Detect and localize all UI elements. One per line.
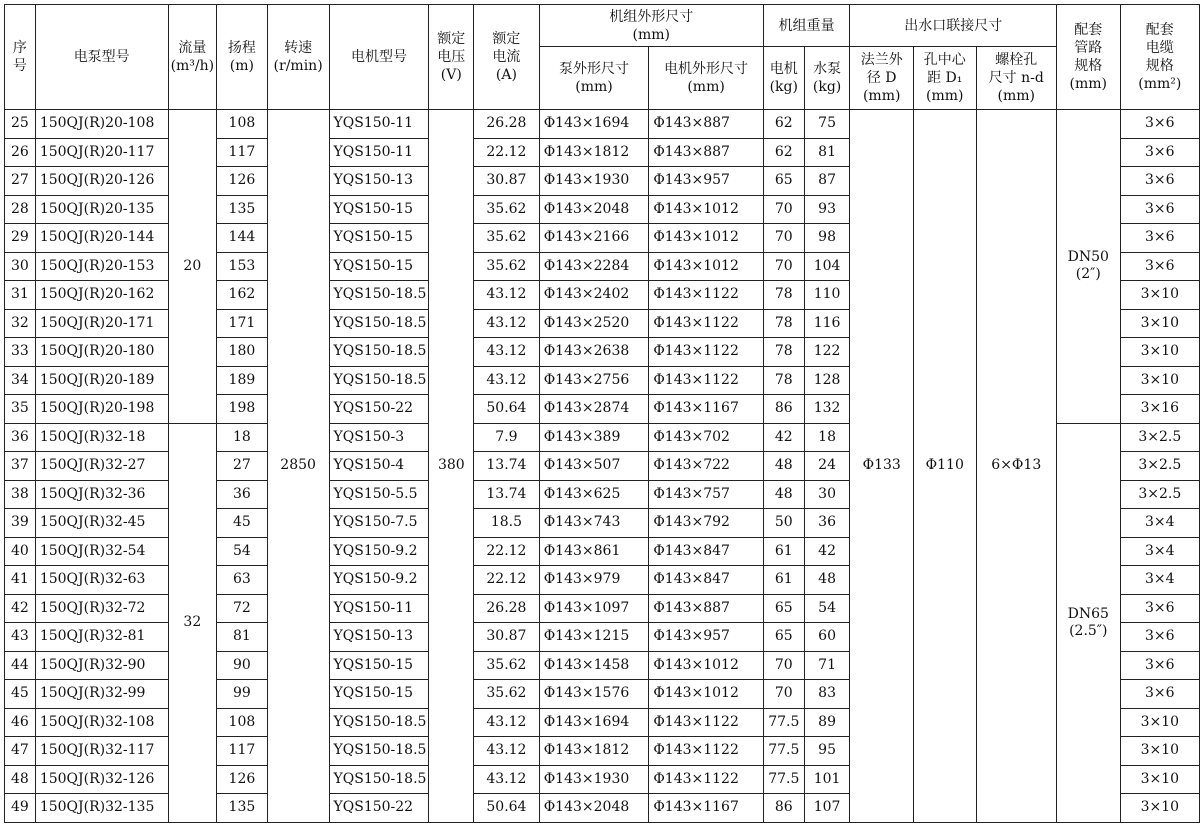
table-body: [5, 110, 1200, 823]
cell-cable: 3×2.5: [1120, 423, 1199, 452]
cell-motor-model: YQS150-15: [329, 195, 429, 224]
cell-model: 150QJ(R)20-135: [35, 195, 168, 224]
cell-model: 150QJ(R)20-117: [35, 138, 168, 167]
cell-motor-dims: Φ143×847: [649, 537, 764, 566]
cell-head: 81: [217, 623, 268, 652]
cell-cable: 3×10: [1120, 309, 1199, 338]
cell-pump-weight: 104: [804, 252, 850, 281]
header-motor-dims: 电机外形尺寸 (mm): [649, 47, 764, 110]
cell-head: 180: [217, 338, 268, 367]
cell-model: 150QJ(R)20-108: [35, 110, 168, 139]
cell-cable: 3×2.5: [1120, 452, 1199, 481]
cell-cable: 3×10: [1120, 366, 1199, 395]
cell-head: 45: [217, 509, 268, 538]
cell-head: 36: [217, 480, 268, 509]
cell-cable: 3×6: [1120, 195, 1199, 224]
cell-seq: 27: [5, 167, 36, 196]
cell-motor-model: YQS150-15: [329, 651, 429, 680]
pump-spec-table: [4, 4, 1200, 823]
cell-motor-weight: 86: [763, 395, 804, 424]
cell-motor-weight: 77.5: [763, 765, 804, 794]
cell-motor-weight: 61: [763, 566, 804, 595]
cell-current: 35.62: [474, 252, 540, 281]
cell-seq: 48: [5, 765, 36, 794]
cell-pump-weight: 101: [804, 765, 850, 794]
cell-cable: 3×6: [1120, 167, 1199, 196]
cell-current: 30.87: [474, 167, 540, 196]
cell-cable: 3×6: [1120, 252, 1199, 281]
cell-motor-model: YQS150-9.2: [329, 566, 429, 595]
cell-motor-dims: Φ143×1122: [649, 366, 764, 395]
cell-motor-model: YQS150-18.5: [329, 708, 429, 737]
cell-head: 27: [217, 452, 268, 481]
cell-motor-weight: 78: [763, 366, 804, 395]
cell-head: 108: [217, 708, 268, 737]
header-dims-group: 机组外形尺寸 (mm): [539, 5, 763, 47]
cell-motor-weight: 70: [763, 195, 804, 224]
cell-pump-weight: 42: [804, 537, 850, 566]
cell-current: 50.64: [474, 395, 540, 424]
cell-pump-dims: Φ143×1694: [539, 708, 649, 737]
cell-current: 13.74: [474, 452, 540, 481]
cell-head: 126: [217, 765, 268, 794]
cell-model: 150QJ(R)20-162: [35, 281, 168, 310]
cell-cable: 3×4: [1120, 537, 1199, 566]
cell-seq: 34: [5, 366, 36, 395]
cell-cable: 3×10: [1120, 708, 1199, 737]
cell-head: 90: [217, 651, 268, 680]
cell-motor-weight: 70: [763, 680, 804, 709]
cell-seq: 26: [5, 138, 36, 167]
cell-model: 150QJ(R)32-45: [35, 509, 168, 538]
header-model: 电泵型号: [35, 5, 168, 110]
cell-head: 54: [217, 537, 268, 566]
header-motor-weight: 电机 (kg): [763, 47, 804, 110]
cell-cable: 3×4: [1120, 509, 1199, 538]
cell-pump-dims: Φ143×1097: [539, 594, 649, 623]
cell-pipe-dn65: DN65 (2.5″): [1056, 423, 1120, 822]
header-pump-weight: 水泵 (kg): [804, 47, 850, 110]
cell-pump-weight: 95: [804, 737, 850, 766]
cell-pump-dims: Φ143×1576: [539, 680, 649, 709]
cell-motor-dims: Φ143×1122: [649, 338, 764, 367]
cell-head: 117: [217, 138, 268, 167]
cell-pump-weight: 122: [804, 338, 850, 367]
cell-pump-weight: 36: [804, 509, 850, 538]
cell-motor-weight: 70: [763, 252, 804, 281]
cell-motor-dims: Φ143×887: [649, 138, 764, 167]
cell-motor-model: YQS150-13: [329, 623, 429, 652]
cell-pump-dims: Φ143×2756: [539, 366, 649, 395]
cell-pump-dims: Φ143×2520: [539, 309, 649, 338]
cell-motor-weight: 77.5: [763, 708, 804, 737]
cell-current: 35.62: [474, 651, 540, 680]
cell-current: 26.28: [474, 110, 540, 139]
cell-cable: 3×6: [1120, 110, 1199, 139]
header-outlet-group: 出水口联接尺寸: [850, 5, 1057, 47]
cell-head: 117: [217, 737, 268, 766]
cell-pump-dims: Φ143×389: [539, 423, 649, 452]
cell-current: 43.12: [474, 737, 540, 766]
cell-pump-weight: 60: [804, 623, 850, 652]
cell-head: 162: [217, 281, 268, 310]
cell-motor-model: YQS150-13: [329, 167, 429, 196]
cell-motor-model: YQS150-7.5: [329, 509, 429, 538]
header-flange: 法兰外 径 D (mm): [850, 47, 914, 110]
cell-motor-weight: 62: [763, 138, 804, 167]
cell-seq: 32: [5, 309, 36, 338]
header-pipe: 配套 管路 规格 (mm): [1056, 5, 1120, 110]
cell-pump-weight: 98: [804, 224, 850, 253]
cell-cable: 3×10: [1120, 338, 1199, 367]
cell-pump-weight: 116: [804, 309, 850, 338]
cell-motor-model: YQS150-11: [329, 138, 429, 167]
table-header: [5, 5, 1200, 110]
cell-seq: 29: [5, 224, 36, 253]
cell-head: 189: [217, 366, 268, 395]
cell-motor-dims: Φ143×1012: [649, 680, 764, 709]
cell-pipe-dn50: DN50 (2″): [1056, 110, 1120, 424]
cell-motor-dims: Φ143×957: [649, 623, 764, 652]
cell-model: 150QJ(R)20-189: [35, 366, 168, 395]
cell-motor-dims: Φ143×702: [649, 423, 764, 452]
cell-motor-weight: 50: [763, 509, 804, 538]
cell-model: 150QJ(R)32-99: [35, 680, 168, 709]
cell-motor-model: YQS150-11: [329, 594, 429, 623]
cell-motor-model: YQS150-15: [329, 680, 429, 709]
cell-seq: 46: [5, 708, 36, 737]
cell-pump-weight: 93: [804, 195, 850, 224]
cell-pump-dims: Φ143×2166: [539, 224, 649, 253]
cell-current: 22.12: [474, 566, 540, 595]
cell-head: 171: [217, 309, 268, 338]
cell-seq: 41: [5, 566, 36, 595]
cell-motor-weight: 65: [763, 594, 804, 623]
header-head: 扬程 (m): [217, 5, 268, 110]
cell-current: 43.12: [474, 765, 540, 794]
cell-pump-dims: Φ143×2874: [539, 395, 649, 424]
cell-current: 43.12: [474, 708, 540, 737]
cell-pump-weight: 81: [804, 138, 850, 167]
cell-cable: 3×10: [1120, 765, 1199, 794]
cell-pump-weight: 18: [804, 423, 850, 452]
cell-motor-model: YQS150-9.2: [329, 537, 429, 566]
cell-pump-weight: 71: [804, 651, 850, 680]
cell-bolt: 6×Φ13: [976, 110, 1056, 823]
cell-head: 153: [217, 252, 268, 281]
cell-motor-model: YQS150-22: [329, 794, 429, 823]
cell-current: 35.62: [474, 224, 540, 253]
cell-motor-model: YQS150-15: [329, 224, 429, 253]
cell-motor-dims: Φ143×847: [649, 566, 764, 595]
cell-motor-weight: 48: [763, 480, 804, 509]
cell-pump-dims: Φ143×2284: [539, 252, 649, 281]
cell-seq: 49: [5, 794, 36, 823]
cell-motor-dims: Φ143×1122: [649, 309, 764, 338]
cell-pump-dims: Φ143×507: [539, 452, 649, 481]
cell-cable: 3×10: [1120, 737, 1199, 766]
cell-current: 43.12: [474, 338, 540, 367]
cell-current: 22.12: [474, 537, 540, 566]
table-row: [5, 110, 1200, 139]
cell-motor-dims: Φ143×1122: [649, 708, 764, 737]
cell-model: 150QJ(R)20-144: [35, 224, 168, 253]
cell-seq: 35: [5, 395, 36, 424]
cell-motor-weight: 77.5: [763, 737, 804, 766]
cell-pump-dims: Φ143×1812: [539, 138, 649, 167]
cell-motor-dims: Φ143×1012: [649, 195, 764, 224]
cell-pump-weight: 30: [804, 480, 850, 509]
cell-pump-dims: Φ143×1458: [539, 651, 649, 680]
cell-pump-dims: Φ143×2402: [539, 281, 649, 310]
cell-flow-32: 32: [168, 423, 217, 822]
cell-pump-weight: 87: [804, 167, 850, 196]
cell-seq: 44: [5, 651, 36, 680]
cell-pump-weight: 83: [804, 680, 850, 709]
cell-motor-weight: 62: [763, 110, 804, 139]
cell-pump-dims: Φ143×979: [539, 566, 649, 595]
cell-motor-model: YQS150-4: [329, 452, 429, 481]
cell-pump-dims: Φ143×1215: [539, 623, 649, 652]
cell-motor-weight: 86: [763, 794, 804, 823]
cell-head: 63: [217, 566, 268, 595]
cell-pump-dims: Φ143×625: [539, 480, 649, 509]
cell-cable: 3×4: [1120, 566, 1199, 595]
cell-model: 150QJ(R)32-27: [35, 452, 168, 481]
cell-pump-dims: Φ143×1930: [539, 765, 649, 794]
spec-table-container: [4, 4, 1200, 823]
cell-current: 43.12: [474, 309, 540, 338]
cell-speed: 2850: [267, 110, 329, 823]
header-speed: 转速 (r/min): [267, 5, 329, 110]
cell-pump-dims: Φ143×861: [539, 537, 649, 566]
cell-seq: 40: [5, 537, 36, 566]
cell-pump-weight: 48: [804, 566, 850, 595]
cell-model: 150QJ(R)32-81: [35, 623, 168, 652]
header-motor-model: 电机型号: [329, 5, 429, 110]
cell-motor-model: YQS150-18.5: [329, 366, 429, 395]
cell-voltage: 380: [429, 110, 474, 823]
cell-motor-model: YQS150-18.5: [329, 281, 429, 310]
cell-model: 150QJ(R)32-18: [35, 423, 168, 452]
cell-motor-weight: 61: [763, 537, 804, 566]
cell-motor-dims: Φ143×887: [649, 594, 764, 623]
cell-current: 18.5: [474, 509, 540, 538]
cell-motor-dims: Φ143×757: [649, 480, 764, 509]
cell-model: 150QJ(R)32-135: [35, 794, 168, 823]
cell-head: 126: [217, 167, 268, 196]
cell-flange: Φ133: [850, 110, 914, 823]
cell-pump-dims: Φ143×1812: [539, 737, 649, 766]
cell-motor-dims: Φ143×1122: [649, 281, 764, 310]
cell-motor-dims: Φ143×1012: [649, 224, 764, 253]
header-cable: 配套 电缆 规格 (mm²): [1120, 5, 1199, 110]
header-voltage: 额定 电压 (V): [429, 5, 474, 110]
cell-head: 144: [217, 224, 268, 253]
cell-head: 108: [217, 110, 268, 139]
cell-current: 35.62: [474, 195, 540, 224]
cell-pump-weight: 110: [804, 281, 850, 310]
cell-pump-weight: 75: [804, 110, 850, 139]
cell-head: 99: [217, 680, 268, 709]
cell-pump-dims: Φ143×1930: [539, 167, 649, 196]
cell-head: 135: [217, 195, 268, 224]
cell-seq: 30: [5, 252, 36, 281]
cell-motor-dims: Φ143×1012: [649, 651, 764, 680]
cell-cable: 3×6: [1120, 138, 1199, 167]
cell-motor-model: YQS150-11: [329, 110, 429, 139]
cell-motor-model: YQS150-18.5: [329, 309, 429, 338]
header-flow: 流量 (m³/h): [168, 5, 217, 110]
cell-current: 50.64: [474, 794, 540, 823]
header-seq: 序 号: [5, 5, 36, 110]
cell-cable: 3×10: [1120, 281, 1199, 310]
cell-cable: 3×10: [1120, 794, 1199, 823]
cell-pump-dims: Φ143×2048: [539, 794, 649, 823]
cell-motor-weight: 78: [763, 309, 804, 338]
cell-seq: 45: [5, 680, 36, 709]
cell-seq: 37: [5, 452, 36, 481]
cell-current: 43.12: [474, 281, 540, 310]
cell-pump-weight: 107: [804, 794, 850, 823]
cell-model: 150QJ(R)20-126: [35, 167, 168, 196]
cell-pump-dims: Φ143×1694: [539, 110, 649, 139]
cell-model: 150QJ(R)20-198: [35, 395, 168, 424]
cell-motor-model: YQS150-18.5: [329, 737, 429, 766]
cell-seq: 36: [5, 423, 36, 452]
cell-head: 18: [217, 423, 268, 452]
cell-cable: 3×6: [1120, 224, 1199, 253]
cell-model: 150QJ(R)32-72: [35, 594, 168, 623]
cell-current: 35.62: [474, 680, 540, 709]
cell-motor-dims: Φ143×1167: [649, 395, 764, 424]
cell-motor-model: YQS150-3: [329, 423, 429, 452]
cell-model: 150QJ(R)20-171: [35, 309, 168, 338]
cell-model: 150QJ(R)32-63: [35, 566, 168, 595]
cell-current: 7.9: [474, 423, 540, 452]
cell-motor-dims: Φ143×887: [649, 110, 764, 139]
cell-motor-weight: 65: [763, 167, 804, 196]
cell-motor-dims: Φ143×957: [649, 167, 764, 196]
cell-hole-center: Φ110: [913, 110, 976, 823]
cell-head: 198: [217, 395, 268, 424]
cell-motor-dims: Φ143×1167: [649, 794, 764, 823]
header-bolt: 螺栓孔 尺寸 n-d (mm): [976, 47, 1056, 110]
cell-motor-weight: 78: [763, 338, 804, 367]
header-hole-center: 孔中心 距 D₁ (mm): [913, 47, 976, 110]
cell-pump-dims: Φ143×743: [539, 509, 649, 538]
cell-current: 13.74: [474, 480, 540, 509]
cell-model: 150QJ(R)20-180: [35, 338, 168, 367]
cell-seq: 33: [5, 338, 36, 367]
cell-pump-weight: 24: [804, 452, 850, 481]
cell-motor-weight: 70: [763, 651, 804, 680]
cell-seq: 25: [5, 110, 36, 139]
cell-model: 150QJ(R)32-36: [35, 480, 168, 509]
cell-motor-model: YQS150-22: [329, 395, 429, 424]
cell-pump-weight: 128: [804, 366, 850, 395]
cell-head: 72: [217, 594, 268, 623]
cell-current: 26.28: [474, 594, 540, 623]
header-pump-dims: 泵外形尺寸 (mm): [539, 47, 649, 110]
cell-cable: 3×6: [1120, 623, 1199, 652]
cell-seq: 47: [5, 737, 36, 766]
cell-cable: 3×6: [1120, 594, 1199, 623]
cell-motor-model: YQS150-15: [329, 252, 429, 281]
header-weight-group: 机组重量: [763, 5, 850, 47]
cell-motor-weight: 65: [763, 623, 804, 652]
cell-motor-dims: Φ143×722: [649, 452, 764, 481]
cell-model: 150QJ(R)32-108: [35, 708, 168, 737]
cell-model: 150QJ(R)32-54: [35, 537, 168, 566]
cell-model: 150QJ(R)20-153: [35, 252, 168, 281]
cell-motor-weight: 78: [763, 281, 804, 310]
cell-pump-weight: 89: [804, 708, 850, 737]
cell-current: 43.12: [474, 366, 540, 395]
cell-seq: 38: [5, 480, 36, 509]
cell-motor-weight: 70: [763, 224, 804, 253]
cell-cable: 3×6: [1120, 651, 1199, 680]
cell-pump-weight: 54: [804, 594, 850, 623]
header-current: 额定 电流 (A): [474, 5, 540, 110]
cell-motor-dims: Φ143×1122: [649, 737, 764, 766]
cell-motor-model: YQS150-18.5: [329, 338, 429, 367]
cell-seq: 39: [5, 509, 36, 538]
cell-cable: 3×16: [1120, 395, 1199, 424]
cell-seq: 31: [5, 281, 36, 310]
cell-flow-20: 20: [168, 110, 217, 424]
cell-current: 22.12: [474, 138, 540, 167]
cell-model: 150QJ(R)32-90: [35, 651, 168, 680]
cell-motor-dims: Φ143×1012: [649, 252, 764, 281]
cell-motor-model: YQS150-5.5: [329, 480, 429, 509]
cell-pump-dims: Φ143×2638: [539, 338, 649, 367]
cell-motor-weight: 48: [763, 452, 804, 481]
cell-seq: 42: [5, 594, 36, 623]
cell-motor-weight: 42: [763, 423, 804, 452]
cell-pump-dims: Φ143×2048: [539, 195, 649, 224]
cell-motor-dims: Φ143×792: [649, 509, 764, 538]
cell-model: 150QJ(R)32-126: [35, 765, 168, 794]
cell-motor-dims: Φ143×1122: [649, 765, 764, 794]
cell-motor-model: YQS150-18.5: [329, 765, 429, 794]
cell-current: 30.87: [474, 623, 540, 652]
cell-model: 150QJ(R)32-117: [35, 737, 168, 766]
cell-cable: 3×6: [1120, 680, 1199, 709]
cell-seq: 43: [5, 623, 36, 652]
cell-head: 135: [217, 794, 268, 823]
cell-pump-weight: 132: [804, 395, 850, 424]
cell-seq: 28: [5, 195, 36, 224]
cell-cable: 3×2.5: [1120, 480, 1199, 509]
